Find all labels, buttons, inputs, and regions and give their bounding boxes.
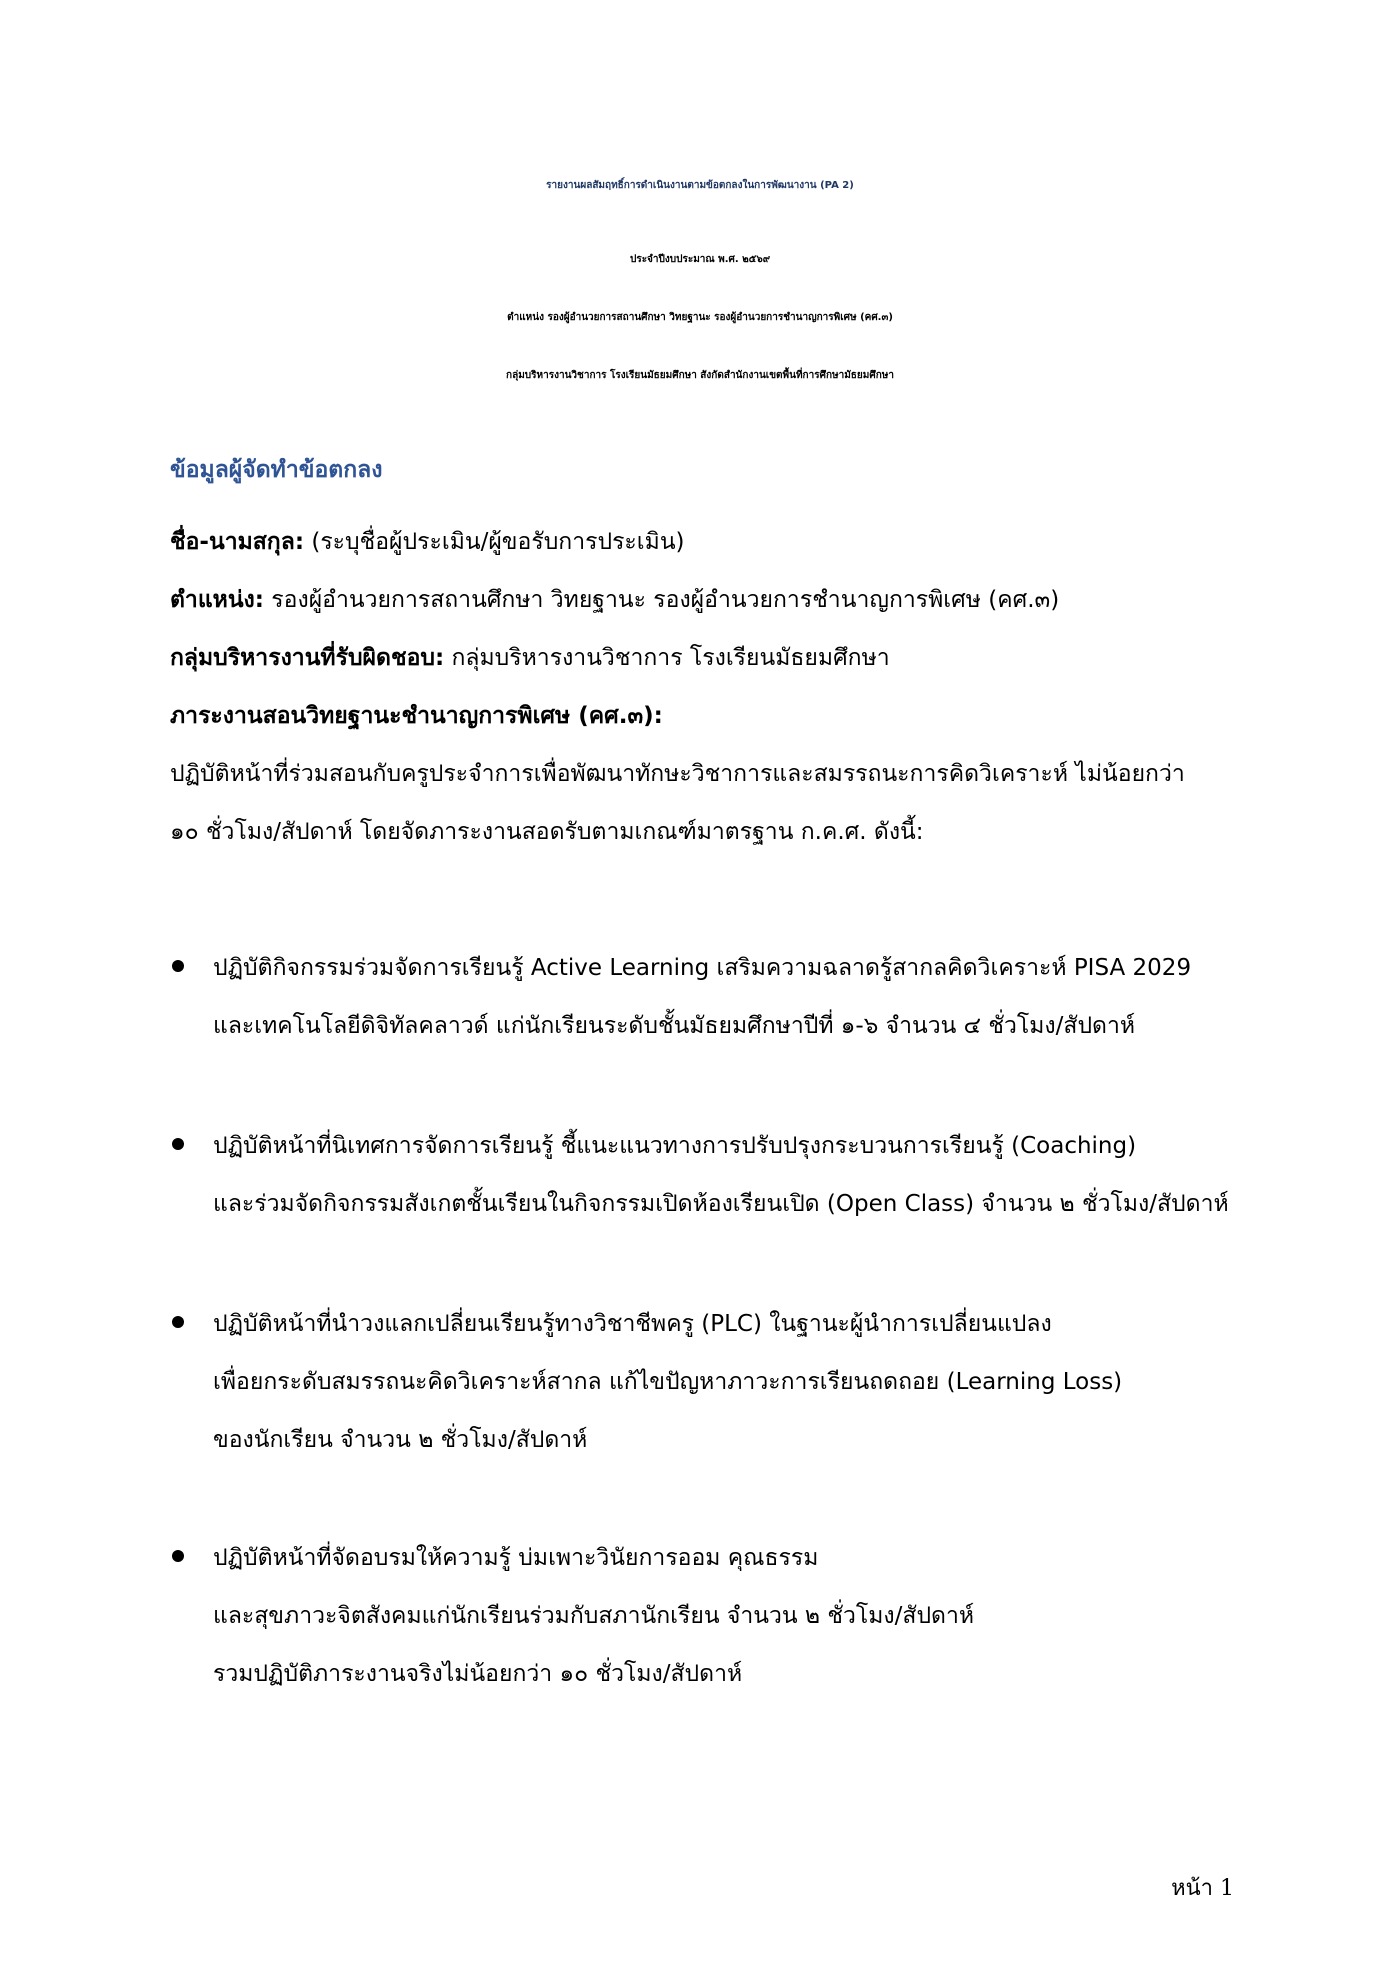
bullet-icon	[172, 1316, 184, 1328]
bullet-4-line-1: ปฏิบัติหน้าที่จัดอบรมให้ความรู้ บ่มเพาะวินัยการออม คุณธรรม	[213, 1545, 819, 1571]
bullet-3-line-1: ปฏิบัติหน้าที่นำวงแลกเปลี่ยนเรียนรู้ทางวิชาชีพครู (PLC) ในฐานะผู้นำการเปลี่ยนแปลง	[213, 1311, 1052, 1337]
position-label: ตำแหน่ง:	[170, 587, 264, 613]
page-number: หน้า 1	[1171, 1876, 1234, 1901]
bullet-1-line-2: และเทคโนโลยีดิจิทัลคลาวด์ แก่นักเรียนระดับชั้นมัธยมศึกษาปีที่ ๑-๖ จำนวน ๔ ชั่วโมง/สัปดาห์	[213, 1013, 1136, 1039]
group-label: กลุ่มบริหารงานที่รับผิดชอบ:	[170, 645, 445, 671]
bullet-1-line-1: ปฏิบัติกิจกรรมร่วมจัดการเรียนรู้ Active Learning เสริมความฉลาดรู้สากลคิดวิเคราะห์ PISA 2029	[213, 955, 1192, 981]
bullet-3-line-2: เพื่อยกระดับสมรรถนะคิดวิเคราะห์สากล แก้ไขปัญหาภาวะการเรียนถดถอย (Learning Loss)	[213, 1369, 1123, 1395]
bullet-4-line-2: และสุขภาวะจิตสังคมแก่นักเรียนร่วมกับสภานักเรียน จำนวน ๒ ชั่วโมง/สัปดาห์	[213, 1603, 975, 1629]
document-title: รายงานผลสัมฤทธิ์การดำเนินงานตามข้อตกลงในการพัฒนางาน (PA 2)	[546, 180, 854, 191]
bullet-2-line-1: ปฏิบัติหน้าที่นิเทศการจัดการเรียนรู้ ชี้แนะแนวทางการปรับปรุงกระบวนการเรียนรู้ (Coaching)	[213, 1133, 1137, 1159]
position-row	[170, 582, 1059, 618]
name-label: ชื่อ-นามสกุล:	[170, 529, 305, 555]
group-value: กลุ่มบริหารงานวิชาการ โรงเรียนมัธยมศึกษา	[444, 645, 890, 671]
organization-line: กลุ่มบริหารงานวิชาการ โรงเรียนมัธยมศึกษา สังกัดสำนักงานเขตพื้นที่การศึกษามัธยมศึกษา	[506, 370, 894, 381]
bullet-icon	[172, 1138, 184, 1150]
name-row	[170, 524, 685, 560]
bullet-2-line-2: และร่วมจัดกิจกรรมสังเกตชั้นเรียนในกิจกรรมเปิดห้องเรียนเปิด (Open Class) จำนวน ๒ ชั่วโมง/สัปดาห์	[213, 1191, 1229, 1217]
workload-heading: ภาระงานสอนวิทยฐานะชำนาญการพิเศษ (คศ.๓):	[170, 703, 663, 729]
group-row	[170, 640, 890, 676]
bullet-4-line-3: รวมปฏิบัติภาระงานจริงไม่น้อยกว่า ๑๐ ชั่วโมง/สัปดาห์	[213, 1661, 743, 1687]
workload-description-1: ปฏิบัติหน้าที่ร่วมสอนกับครูประจำการเพื่อพัฒนาทักษะวิชาการและสมรรถนะการคิดวิเคราะห์ ไม่น้อยกว่า	[170, 761, 1185, 787]
bullet-icon	[172, 1550, 184, 1562]
bullet-3-line-3: ของนักเรียน จำนวน ๒ ชั่วโมง/สัปดาห์	[213, 1427, 588, 1453]
position-value: รองผู้อำนวยการสถานศึกษา วิทยฐานะ รองผู้อำนวยการชำนาญการพิเศษ (คศ.๓)	[264, 587, 1060, 613]
name-value: (ระบุชื่อผู้ประเมิน/ผู้ขอรับการประเมิน)	[304, 529, 685, 555]
bullet-icon	[172, 960, 184, 972]
section-heading: ข้อมูลผู้จัดทำข้อตกลง	[170, 457, 383, 483]
fiscal-year: ประจำปีงบประมาณ พ.ศ. ๒๕๖๙	[629, 254, 771, 265]
workload-description-2: ๑๐ ชั่วโมง/สัปดาห์ โดยจัดภาระงานสอดรับตามเกณฑ์มาตรฐาน ก.ค.ศ. ดังนี้:	[170, 819, 924, 845]
position-line: ตำแหน่ง รองผู้อำนวยการสถานศึกษา วิทยฐานะ รองผู้อำนวยการชำนาญการพิเศษ (คศ.๓)	[507, 312, 893, 323]
